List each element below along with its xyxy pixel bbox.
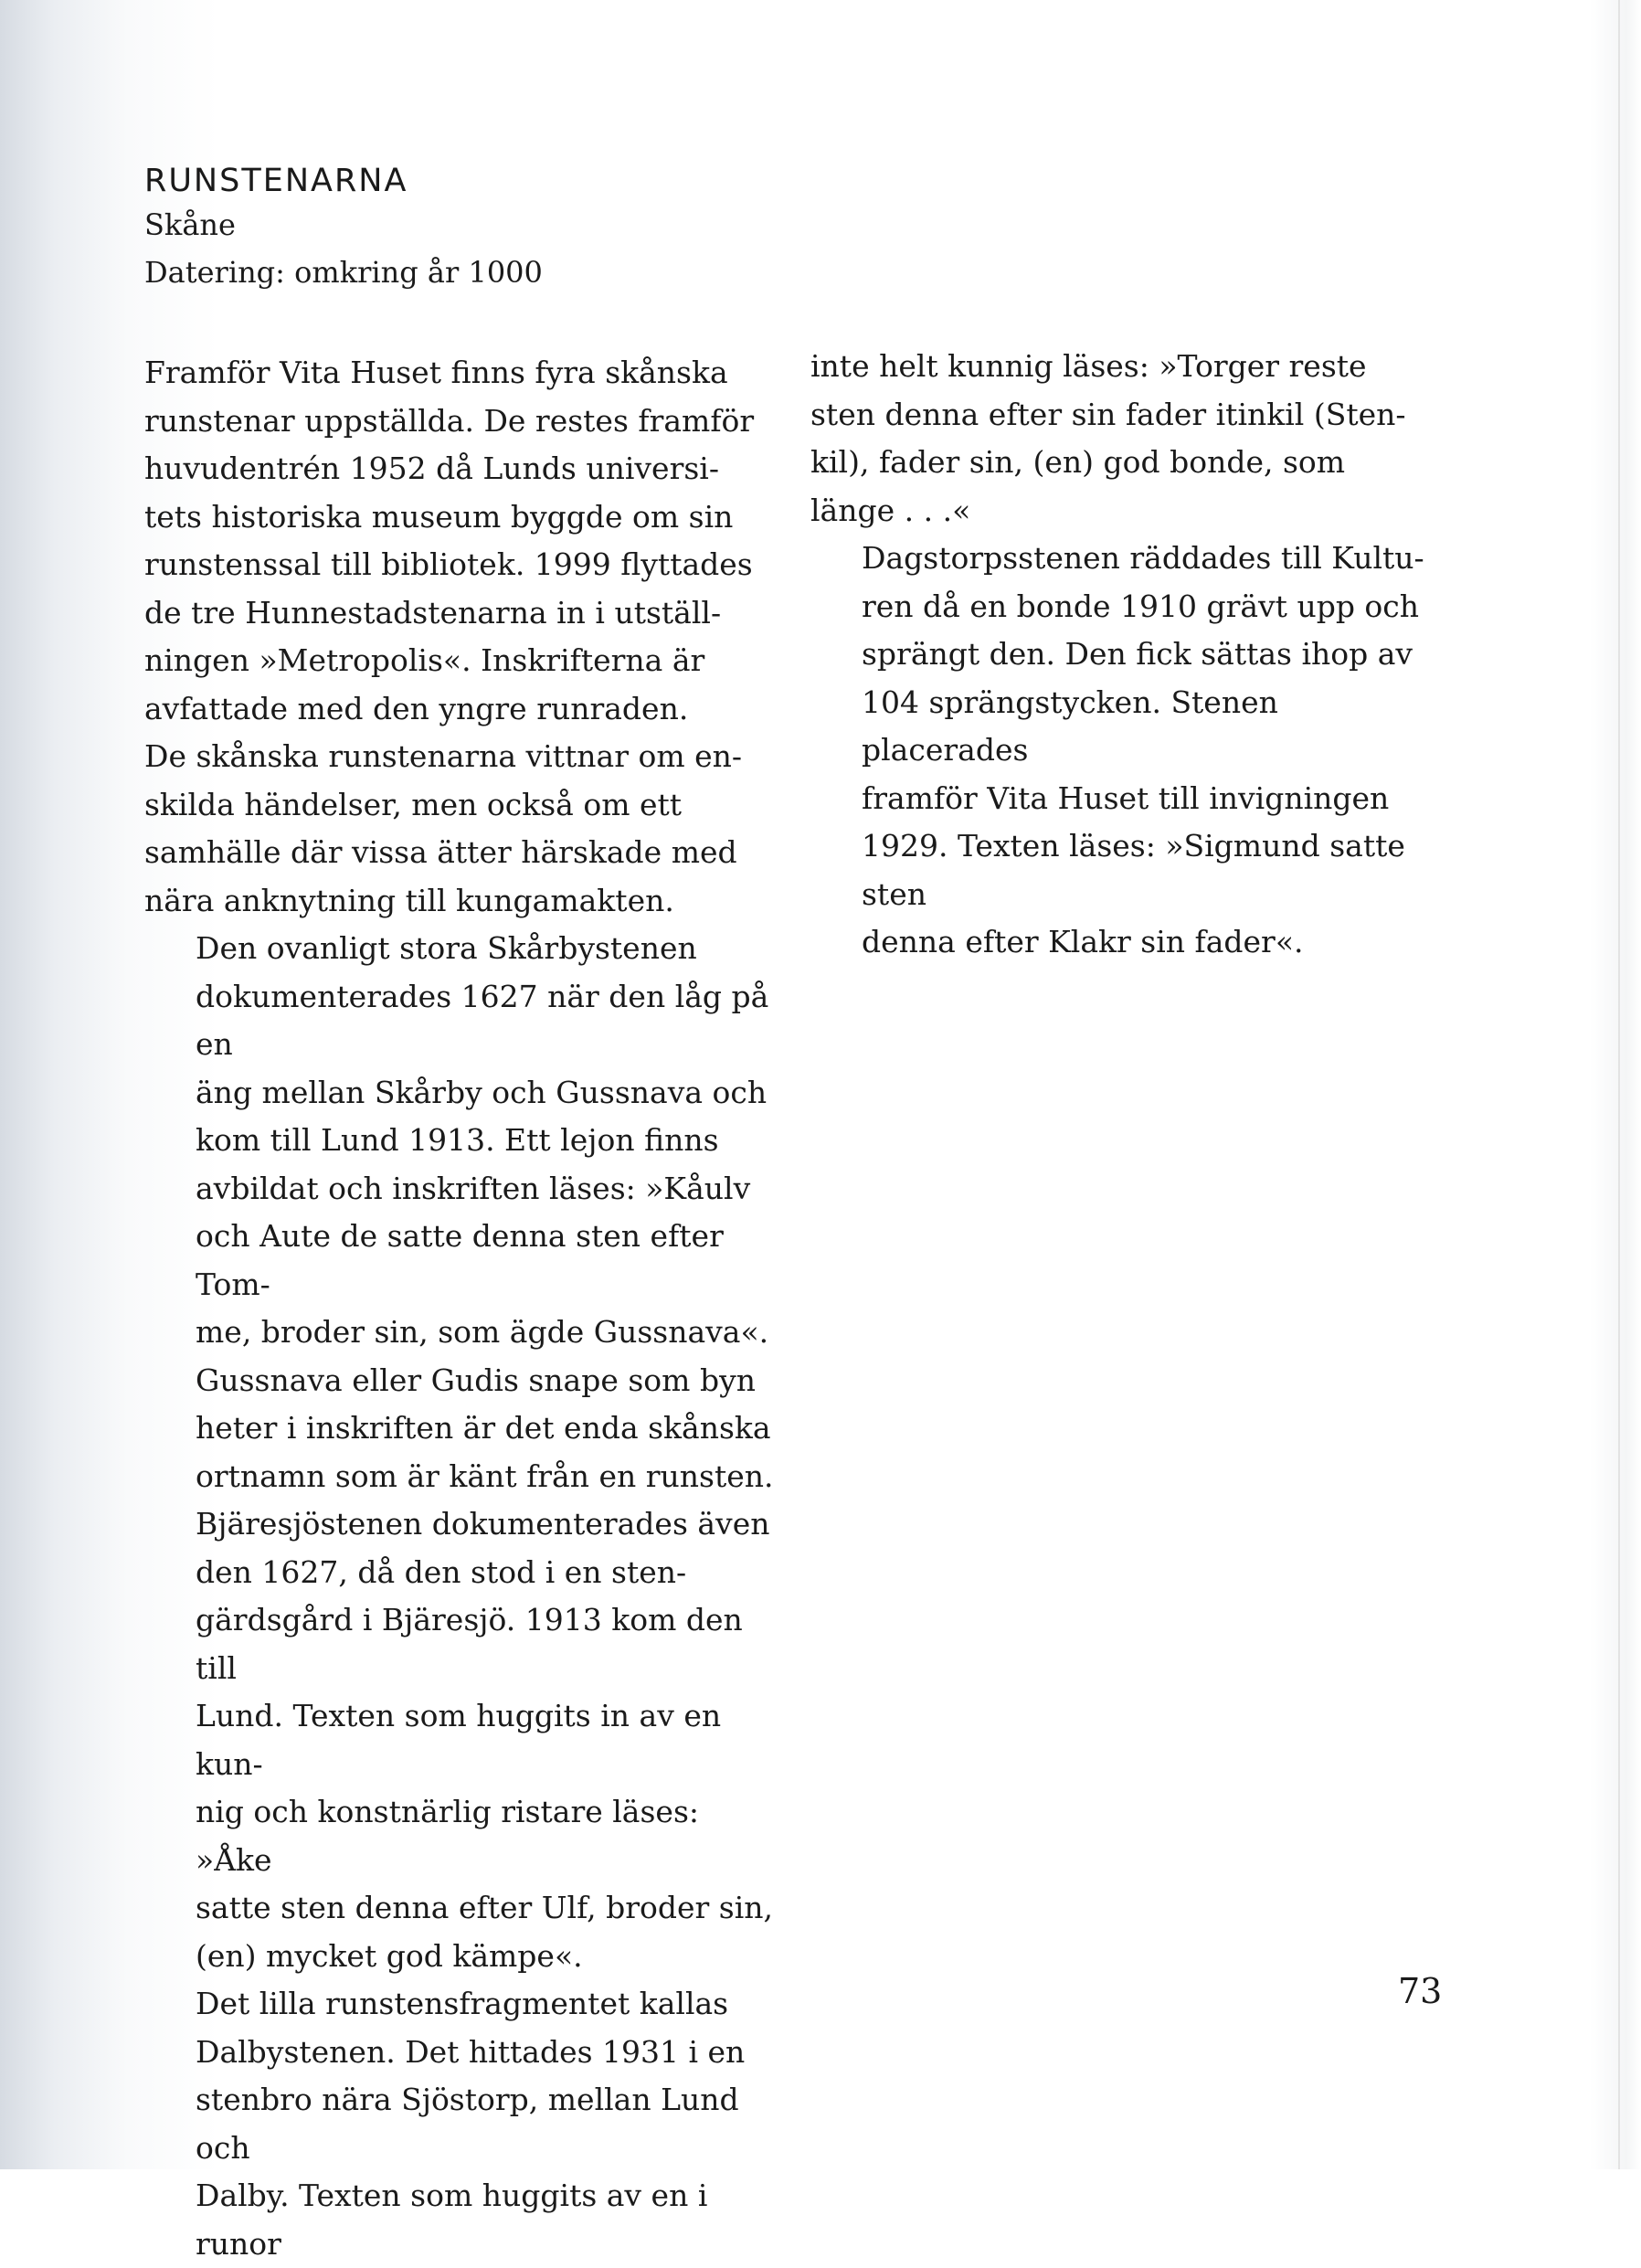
paragraph-bjaresjostenen: Bjäresjöstenen dokumenterades även den 1627, då den stod i en sten- gärdsgård i Bjäresjö. 1913 kom den till Lund. Texten som huggits in av en kun- nig och konstnärlig ristare läses: »Åke satte sten denna efter Ulf, broder sin, (en) mycket god kämpe«.	[196, 1506, 774, 1974]
right-text-column	[810, 343, 1450, 967]
section-heading	[144, 161, 784, 296]
paragraph-dalbystenen-continued: inte helt kunnig läses: »Torger reste sten denna efter sin fader itinkil (Sten- kil), fader sin, (en) god bonde, som länge . . .«	[810, 348, 1406, 528]
left-text-column	[144, 349, 784, 2268]
section-title: RUNSTENARNA	[144, 163, 408, 199]
dating-label: Datering: omkring år 1000	[144, 255, 543, 290]
paragraph-skarbystenen: Den ovanligt stora Skårbystenen dokumenterades 1627 när den låg på en äng mellan Skårby och Gussnava och kom till Lund 1913. Ett lejon finns avbildat och inskriften läses: »Kåulv och Aute de satte denna sten efter Tom- me, broder sin, som ägde Gussnava«. Gussnava eller Gudis snape som byn heter i inskriften är det enda skånska ortnamn som är känt från en runsten.	[196, 930, 774, 1494]
region-label: Skåne	[144, 207, 236, 242]
paragraph-dalbystenen: Det lilla runstensfragmentet kallas Dalbystenen. Det hittades 1931 i en stenbro nära Sjöstorp, mellan Lund och Dalby. Texten som huggits av en i runor	[196, 1986, 746, 2262]
paragraph-dagstorpsstenen: Dagstorpsstenen räddades till Kultu- ren då en bonde 1910 grävt upp och sprängt den. Den fick sättas ihop av 104 sprängstycken. Stenen placerades framför Vita Huset till invigningen 1929. Texten läses: »Sigmund satte sten denna efter Klakr sin fader«.	[862, 540, 1424, 959]
page-number: 73	[1398, 1971, 1443, 2011]
paragraph-intro: Framför Vita Huset finns fyra skånska runstenar uppställda. De restes framför huvudentrén 1952 då Lunds universi- tets historiska museum byggde om sin runstenssal till bibliotek. 1999 flyttades de tre Hunnestadstenarna in i utställ- ningen »Metropolis«. Inskrifterna är avfattade med den yngre runraden. De skånska runstenarna vittnar om en- skilda händelser, men också om ett samhälle där vissa ätter härskade med nära anknytning till kungamakten.	[144, 355, 755, 918]
page-edge	[1618, 0, 1620, 2169]
